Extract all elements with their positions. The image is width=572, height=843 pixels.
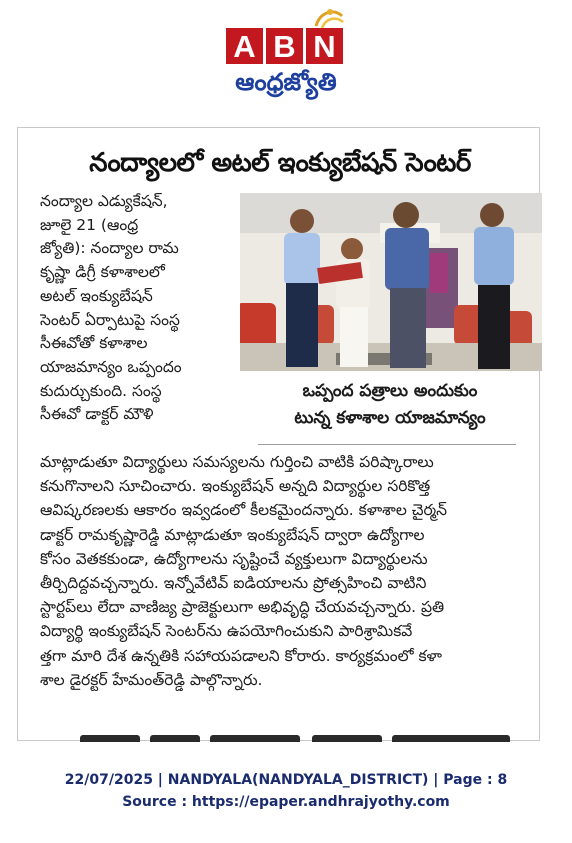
article-line: యాజమాన్యం ఒప్పందం <box>40 357 182 376</box>
cropped-next-headline <box>80 735 510 742</box>
article-line: సెంటర్ ఏర్పాటుపై సంస్థ <box>40 310 180 329</box>
article-line: తీర్చిదిద్దవచ్చన్నారు. ఇన్నోవేటివ్ ఐడియాలను ప్రోత్సహించి వాటిని <box>40 574 427 593</box>
article-line: కృష్ణా డిగ్రీ కళాశాలలో <box>40 263 165 282</box>
caption-divider <box>258 444 516 445</box>
article-line: డాక్టర్ రామకృష్ణారెడ్డి మాట్లాడుతూ ఇంక్యుబేషన్ ద్వారా ఉద్యోగాల <box>40 525 425 544</box>
article-line: ఆవిష్కరణలకు ఆకారం ఇవ్వడంలో కీలకమైందన్నారు. కళాశాల చైర్మన్ <box>40 501 448 520</box>
article-line: స్టార్టప్‌లు లేదా వాణిజ్య ప్రాజెక్టులుగా అభివృద్ధి చేయవచ్చన్నారు. ప్రతి <box>40 598 445 617</box>
article-line: నంద్యాల ఎడ్యుకేషన్, <box>40 192 168 210</box>
photo-caption <box>252 378 528 432</box>
mou-handover-photo <box>240 193 542 371</box>
article-photo <box>240 193 542 371</box>
article-line: సీఈవోతో కళాశాల <box>40 334 148 353</box>
article-headline: నంద్యాలలో అటల్ ఇంక్యుబేషన్ సెంటర్ <box>89 148 471 178</box>
abn-andhrajyothy-logo <box>226 6 350 102</box>
caption-line: ఒప్పంద పత్రాలు అందుకుం <box>302 381 478 401</box>
logo-letter-b: B <box>266 28 303 64</box>
logo-letter-n: N <box>306 28 343 64</box>
article-line: మాట్లాడుతూ విద్యార్థులు సమస్యలను గుర్తించి వాటికి పరిష్కారాలు <box>40 453 434 471</box>
logo-subtitle: ఆంధ్రజ్యోతి <box>235 68 337 96</box>
article-line: కోసం వెతకకుండా, ఉద్యోగాలను సృష్టించే వ్యక్తులుగా విద్యార్థులను <box>40 549 428 568</box>
footer-date-edition: 22/07/2025 | NANDYALA(NANDYALA_DISTRICT) | Page : 8 <box>64 772 508 788</box>
article-line: జూలై 21 (ఆంధ్ర <box>40 215 139 234</box>
article-line: త్తగా మారి దేశ ఉన్నతికి సహాయపడాలని కోరారు. కార్యక్రమంలో కళా <box>40 646 443 665</box>
article-line: జ్యోతి): నంద్యాల రామ <box>40 239 179 258</box>
article-line: అటల్ ఇంక్యుబేషన్ <box>40 286 153 305</box>
article-left-column <box>40 190 238 427</box>
logo-letter-a: A <box>226 28 263 64</box>
article-line: కుదుర్చుకుంది. సంస్థ <box>40 381 162 400</box>
article-line: సీఈవో డాక్టర్ మౌళి <box>40 405 154 424</box>
article-line: కనుగొనాలని సూచించారు. ఇంక్యుబేషన్ అన్నది విద్యార్థుల సరికొత్త <box>40 477 431 496</box>
source-footer <box>0 769 572 813</box>
logo-swirl-icon <box>312 6 346 30</box>
article-body <box>40 450 532 692</box>
article-line: శాల డైరక్టర్ హేమంత్‌రెడ్డి పాల్గొన్నారు. <box>40 670 263 689</box>
footer-source-link[interactable]: Source : https://epaper.andhrajyothy.com <box>122 794 450 810</box>
article-line: విద్యార్థి ఇంక్యుబేషన్ సెంటర్‌ను ఉపయోగించుకుని పారిశ్రామికవే <box>40 622 413 641</box>
caption-line: టున్న కళాశాల యాజమాన్యం <box>294 408 486 428</box>
